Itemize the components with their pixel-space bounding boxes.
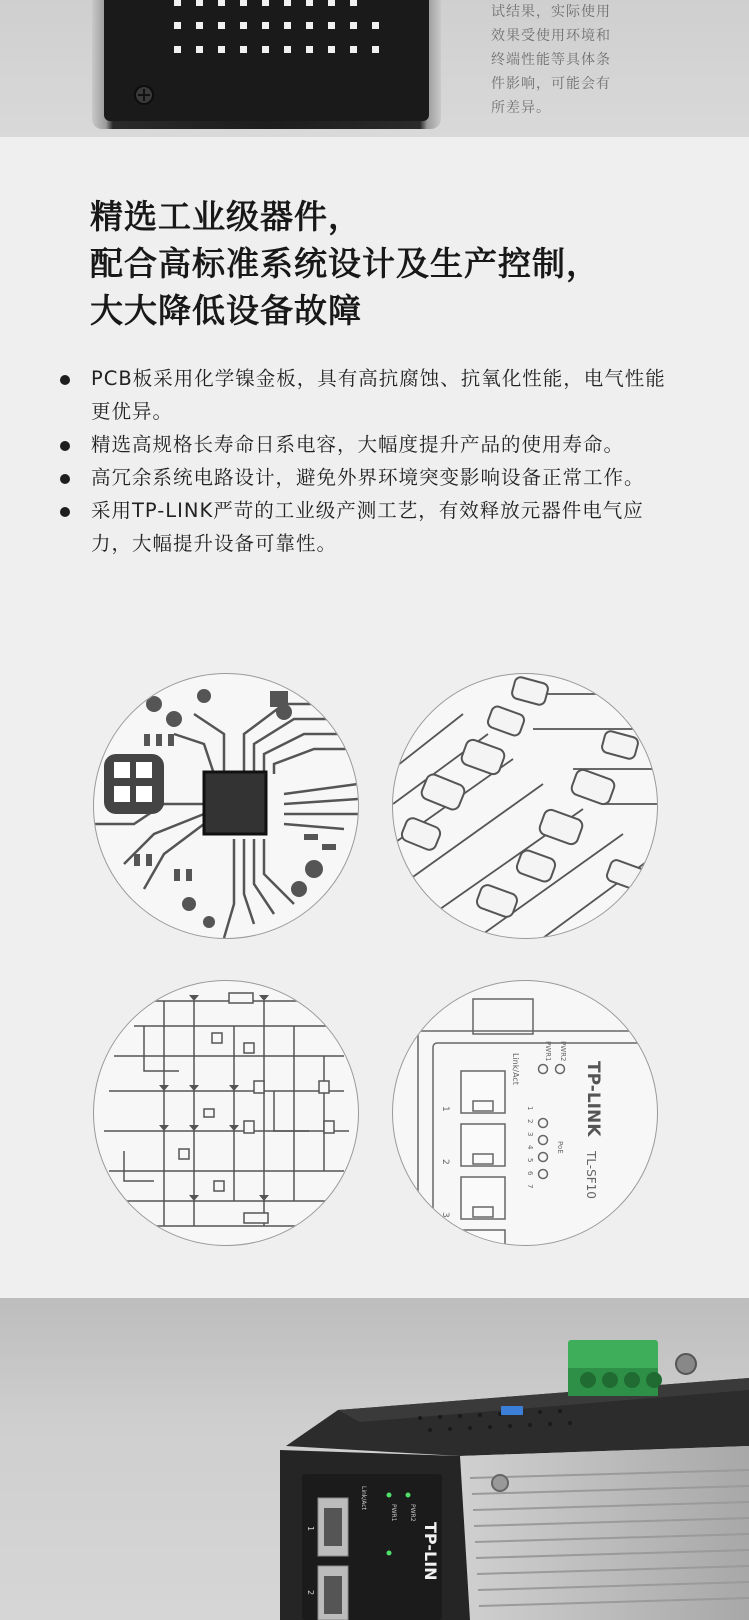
headline-line: 精选工业级器件， [90, 197, 362, 236]
photo-port-label: 2 [306, 1590, 315, 1596]
panel-model-label: TL-SF10 [584, 1151, 598, 1199]
feature-item: 采用TP-LINK严苛的工业级产测工艺，有效释放元器件电气应力，大幅提升设备可靠性。 [58, 494, 678, 560]
panel-brand-logo: TP-LINK [583, 1061, 603, 1137]
led-number: 5 [526, 1158, 534, 1163]
capacitor-illustration [392, 673, 658, 939]
panel-pwr2-label: PWR2 [559, 1041, 567, 1062]
photo-pwr1-label: PWR1 [390, 1504, 397, 1522]
note-line: 所差异。 [491, 100, 551, 116]
note-line: 终端性能等具体条 [491, 52, 611, 68]
test-result-note [491, 0, 661, 120]
pcb-illustration [93, 673, 359, 939]
led-number: 2 [526, 1119, 534, 1124]
headline-line: 配合高标准系统设计及生产控制， [90, 244, 600, 283]
photo-link-label: Link/Act [360, 1486, 367, 1510]
vent-holes [104, 0, 429, 121]
led-number: 7 [526, 1184, 534, 1189]
section-headline [90, 193, 710, 334]
led-number: 6 [526, 1171, 534, 1176]
headline-line: 大大降低设备故障 [90, 291, 362, 330]
panel-port-label: 1 [440, 1106, 450, 1112]
photo-brand-logo: TP-LIN [421, 1522, 440, 1581]
device-bottom-vent-panel [92, 0, 441, 129]
photo-pwr2-label: PWR2 [409, 1504, 416, 1522]
feature-item: 高冗余系统电路设计，避免外界环境突变影响设备正常工作。 [58, 461, 678, 494]
photo-port-label: 1 [306, 1526, 315, 1532]
panel-link-label: Link/Act [511, 1053, 520, 1085]
panel-pwr1-label: PWR1 [544, 1041, 552, 1062]
top-product-photo [0, 0, 749, 137]
feature-item: 精选高规格长寿命日系电容，大幅度提升产品的使用寿命。 [58, 428, 678, 461]
led-number: 3 [526, 1132, 534, 1137]
bottom-product-photo [0, 1298, 749, 1620]
feature-list [58, 362, 678, 560]
note-line: 效果受使用环境和 [491, 28, 611, 44]
switch-photo [0, 1298, 749, 1620]
note-line: 试结果，实际使用 [491, 4, 611, 20]
led-number: 1 [526, 1106, 534, 1111]
panel-port-label: 3 [440, 1212, 450, 1218]
panel-poe-label: PoE [556, 1141, 564, 1154]
panel-port-label: 2 [440, 1159, 450, 1165]
switch-panel-illustration [392, 980, 658, 1246]
led-number: 4 [526, 1145, 534, 1150]
note-line: 件影响，可能会有 [491, 76, 611, 92]
circuit-schematic-illustration [93, 980, 359, 1246]
feature-item: PCB板采用化学镍金板，具有高抗腐蚀、抗氧化性能，电气性能更优异。 [58, 362, 678, 428]
